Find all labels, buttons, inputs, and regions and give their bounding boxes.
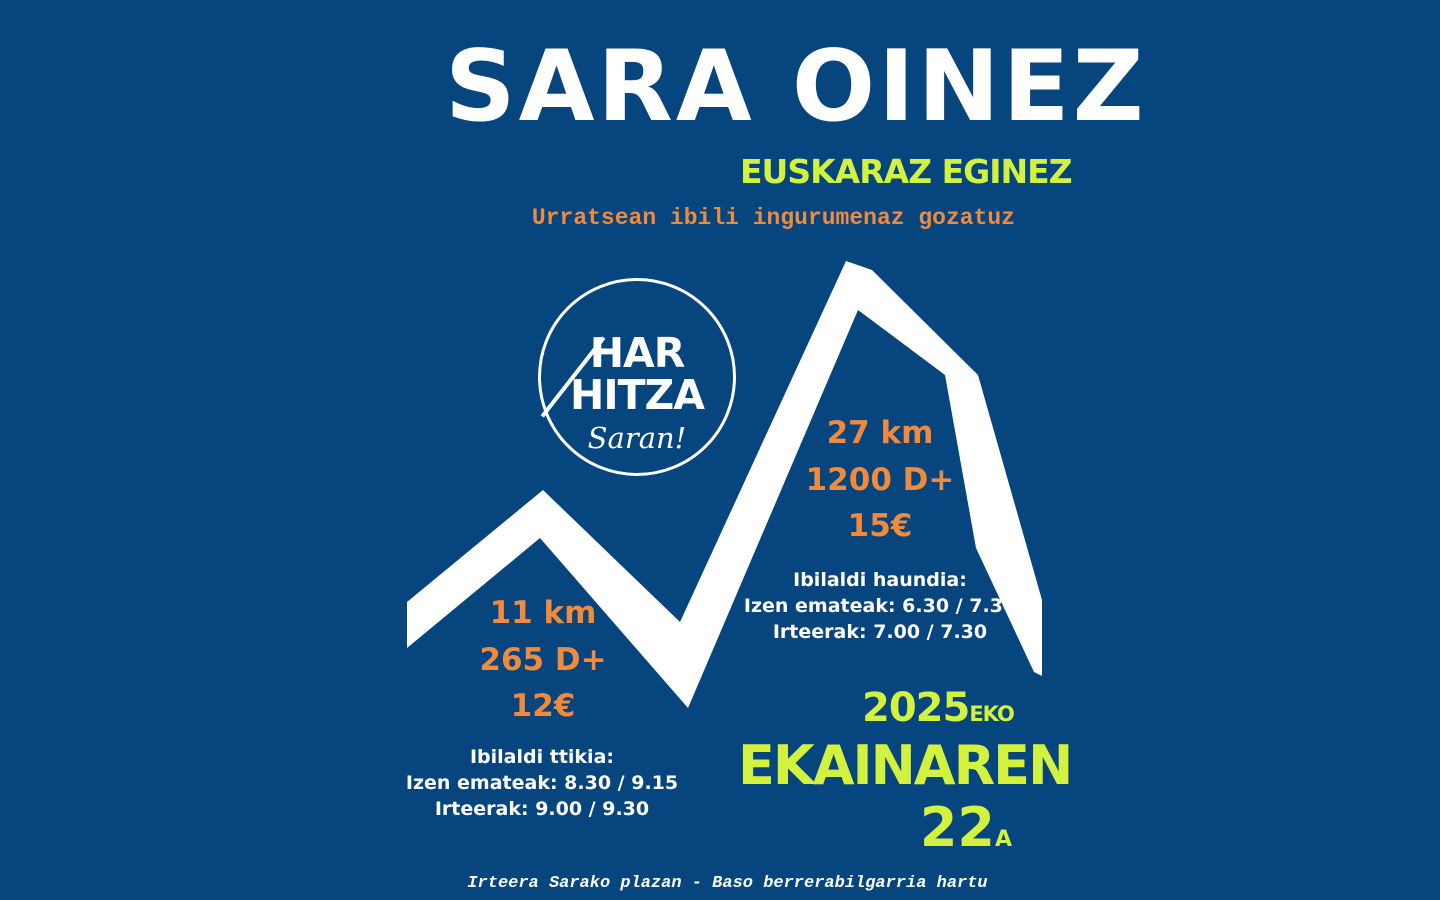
logo-text-line1: HAR	[589, 329, 685, 377]
short-route-departures: Irteerak: 9.00 / 9.30	[434, 798, 650, 820]
short-route-name: Ibilaldi ttikia:	[469, 746, 614, 768]
event-year-suffix: EKO	[969, 702, 1014, 726]
poster-subtitle: EUSKARAZ EGINEZ	[740, 152, 1072, 191]
long-route-departures: Irteerak: 7.00 / 7.30	[772, 621, 988, 643]
short-route-elevation: 265 D+	[479, 642, 607, 678]
event-year	[862, 684, 1012, 738]
poster-title: SARA OINEZ	[445, 30, 1147, 144]
long-route-name: Ibilaldi haundia:	[793, 569, 967, 591]
short-route-registration: Izen emateak: 8.30 / 9.15	[405, 772, 679, 794]
long-route-registration: Izen emateak: 6.30 / 7.30	[743, 595, 1017, 617]
event-year-number: 2025	[862, 685, 970, 731]
long-route-price: 15€	[847, 508, 913, 544]
short-route-distance: 11 km	[489, 595, 597, 631]
event-day-number: 22	[919, 796, 995, 859]
event-day	[900, 796, 1012, 872]
event-month: EKAINAREN	[738, 734, 1072, 797]
logo-script-text: Saran!	[587, 421, 687, 455]
har-hitza-logo	[538, 278, 736, 476]
poster-tagline: Urratsean ibili ingurumenaz gozatuz	[531, 205, 1015, 231]
poster-footer: Irteera Sarako plazan - Baso berrerabilgarria hartu	[467, 874, 988, 893]
short-route-price: 12€	[510, 688, 576, 724]
long-route-elevation: 1200 D+	[805, 462, 955, 498]
long-route-distance: 27 km	[826, 415, 934, 451]
event-day-suffix: A	[994, 827, 1012, 852]
logo-text-line2: HITZA	[570, 371, 704, 419]
